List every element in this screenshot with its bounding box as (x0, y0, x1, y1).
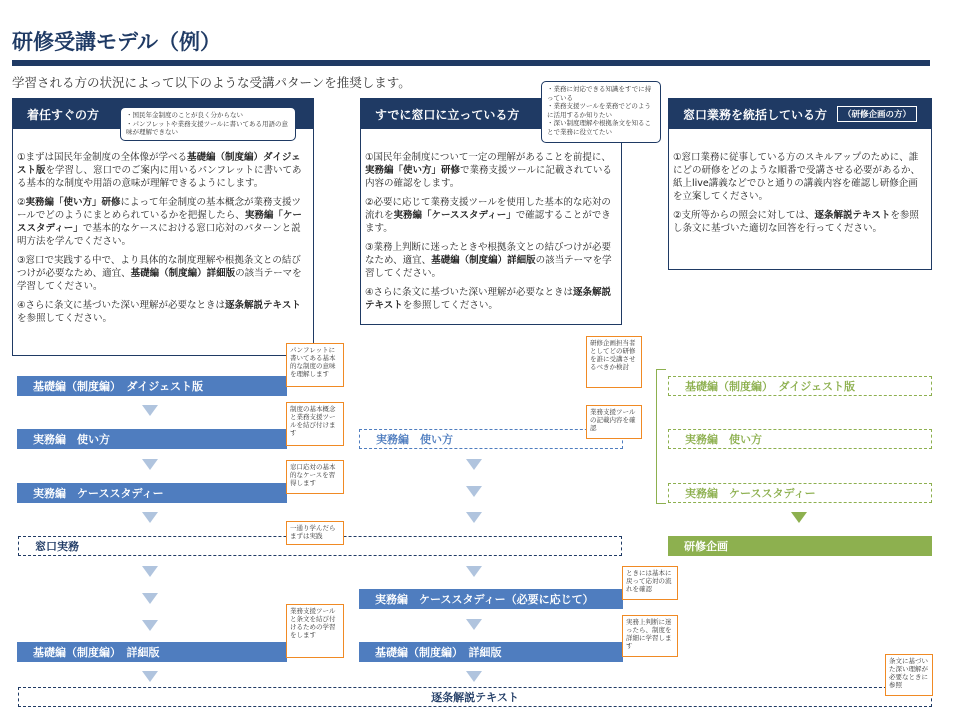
flow3-howto: 実務編 使い方 (668, 429, 932, 449)
concern-line: ・業務支援ツールを業務でどのように活用するか知りたい (547, 102, 651, 119)
flow-arrow (142, 459, 158, 470)
flow3-planning: 研修企画 (668, 536, 932, 556)
step-2: ②必要に応じて業務支援ツールを使用した基本的な応対の流れを実務編「ケーススタディー」で確認することができます。 (365, 197, 611, 234)
step-4: ④さらに条文に基づいた深い理解が必要なときは逐条解説テキストを参照してください。 (17, 300, 301, 324)
concern-line: ・業務に対応できる知識をすでに持っている (547, 85, 652, 102)
side-note-3: 窓口応対の基本的なケースを習得します (286, 460, 344, 494)
flow2-howto: 実務編 使い方 (359, 429, 623, 449)
lead-text: 学習される方の状況によって以下のような受講パターンを推奨します。 (12, 75, 411, 90)
step-4: ④さらに条文に基づいた深い理解が必要なときは逐条解説テキストを参照してください。 (365, 287, 612, 311)
col3-bracket (656, 369, 666, 504)
flow1-howto: 実務編 使い方 (17, 429, 287, 449)
flow-arrow (142, 671, 158, 682)
side-note-1: パンフレットに書いてある基本的な制度の意味を理解します (286, 343, 344, 387)
step-2: ②支所等からの照会に対しては、逐条解説テキストを参照し条文に基づいた適切な回答を行ってください。 (673, 210, 919, 234)
column-body (361, 129, 621, 312)
flow-arrow (142, 512, 158, 523)
flow1-detail: 基礎編（制度編） 詳細版 (17, 642, 287, 662)
title-rule (12, 60, 930, 66)
flow3-casestudy: 実務編 ケーススタディー (668, 483, 932, 503)
flow3-digest: 基礎編（制度編） ダイジェスト版 (668, 376, 932, 396)
flow-arrow (466, 486, 482, 497)
concern-note-2 (541, 81, 661, 143)
flow-arrow (142, 405, 158, 416)
column-supervisor (668, 98, 932, 270)
flow-arrow-green (791, 512, 807, 523)
flow1-casestudy: 実務編 ケーススタディー (17, 483, 287, 503)
flow-arrow (466, 566, 482, 577)
side-note-9: 実務上判断に迷ったら、制度を詳細に学習します (622, 615, 678, 657)
step-1: ①国民年金制度について一定の理解があることを前提に、実務編「使い方」研修で業務支援ツールに記載されている内容の確認をします。 (365, 152, 612, 189)
concern-line: ・国民年金制度のことが良く分からない (126, 111, 243, 119)
side-note-10: 条文に基づいた深い理解が必要なときに参照 (885, 654, 933, 696)
side-note-5: 業務支援ツールと条文を結び付けるための学習をします (286, 604, 344, 658)
flow-arrow (466, 619, 482, 630)
flow-arrow (142, 593, 158, 604)
column-title: 窓口業務を統括している方 (683, 107, 828, 122)
flow-arrow (466, 459, 482, 470)
side-note-7: 業務支援ツールの記載内容を確認 (586, 405, 642, 439)
planner-tag: （研修企画の方） (837, 106, 917, 122)
commentary-text (18, 687, 932, 707)
concern-line: ・深い制度理解や根拠条文を知ることで業務に役立てたい (547, 119, 651, 136)
column-title: 着任すぐの方 (27, 107, 100, 122)
column-title: すでに窓口に立っている方 (375, 107, 520, 122)
step-3: ③業務上判断に迷ったときや根拠条文との結びつけが必要なため、適宜、基礎編（制度編）詳細版の該当テーマを学習してください。 (365, 242, 612, 279)
column-body (13, 129, 313, 325)
side-note-6: 研修企画担当者としてどの研修を誰に受講させるべきか検討 (586, 336, 642, 388)
side-note-4: 一通り学んだらまずは実践 (286, 521, 344, 545)
flow1-digest: 基礎編（制度編） ダイジェスト版 (17, 376, 287, 396)
step-3: ③窓口で実践する中で、より具体的な制度理解や根拠条文との結びつけが必要なため、適宜、基礎編（制度編）詳細版の該当テーマを学習してください。 (17, 255, 302, 292)
concern-line: ・パンフレットや業務支援ツールに書いてある用語の意味が理解できない (126, 119, 289, 136)
flow-arrow (142, 566, 158, 577)
commentary-label: 逐条解説テキスト (431, 691, 519, 704)
window-practice: 窓口実務 (18, 536, 622, 556)
side-note-8: ときには基本に戻って応対の流れを確認 (622, 566, 678, 600)
flow-arrow (466, 512, 482, 523)
step-1: ①まずは国民年金制度の全体像が学べる基礎編（制度編）ダイジェスト版を学習し、窓口でのご案内に用いるパンフレットに書いてある基本的な制度や用語の意味が理解できるようにします。 (17, 152, 302, 189)
flow-arrow (466, 671, 482, 682)
step-2: ②実務編「使い方」研修によって年金制度の基本概念が業務支援ツールでどのようにまとめられているかを把握したら、実務編「ケーススタディー」で基本的なケースにおける窓口応対のパターンと説明方法を学んでください。 (17, 197, 302, 247)
column-body (669, 129, 931, 235)
page-title: 研修受講モデル（例） (12, 30, 221, 54)
step-1: ①窓口業務に従事している方のスキルアップのために、誰にどの研修をどのような順番で受講させる必要があるか、紙上live講義などでひと通りの講義内容を確認し研修企画を立案してください。 (673, 152, 921, 202)
flow-arrow (142, 620, 158, 631)
flow2-casestudy: 実務編 ケーススタディー（必要に応じて） (359, 589, 623, 609)
concern-note-1 (120, 107, 296, 141)
column-header (669, 99, 931, 129)
flow2-detail: 基礎編（制度編） 詳細版 (359, 642, 623, 662)
side-note-2: 制度の基本概念と業務支援ツールを結び付けます (286, 402, 344, 446)
